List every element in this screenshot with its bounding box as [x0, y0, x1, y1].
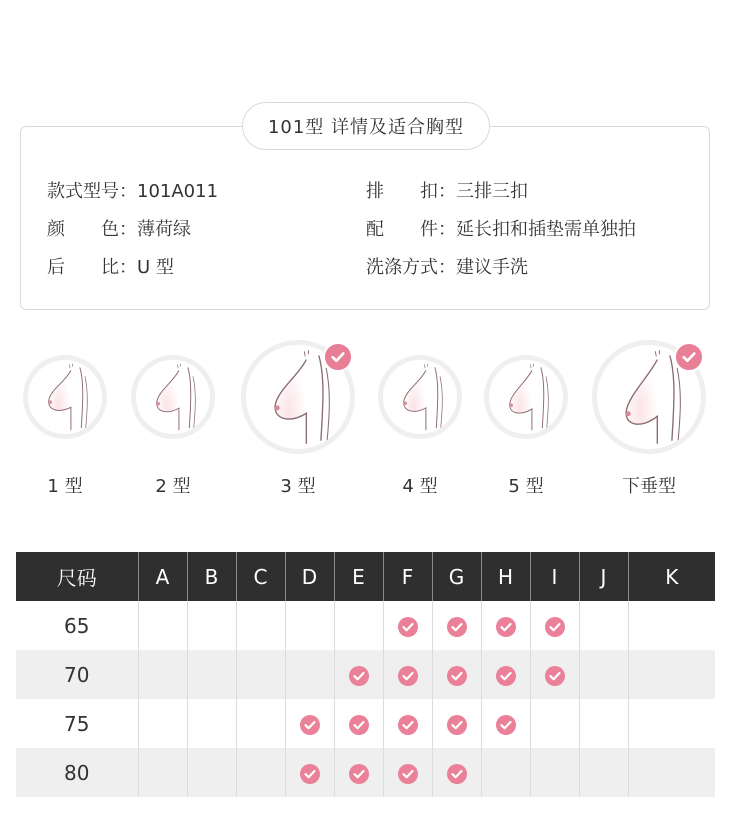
- info-value: 三排三扣: [456, 181, 528, 202]
- info-value: 延长扣和插垫需单独拍: [456, 219, 636, 240]
- table-row: [16, 699, 715, 748]
- size-cell: [579, 699, 628, 748]
- band-size: 75: [16, 699, 138, 748]
- size-cell: [187, 699, 236, 748]
- size-cell: [432, 748, 481, 797]
- cup-header-i: I: [530, 552, 579, 601]
- info-value: 101A011: [137, 181, 219, 202]
- size-cell: [579, 748, 628, 797]
- info-label: 后 比：: [47, 257, 137, 278]
- info-label: 排 扣：: [366, 181, 456, 202]
- check-icon: [300, 764, 320, 784]
- size-table-header: [16, 552, 715, 601]
- table-row: [16, 601, 715, 650]
- size-cell: [236, 748, 285, 797]
- breast-shape-illustration: [23, 355, 107, 439]
- check-icon: [398, 764, 418, 784]
- size-header-corner: 尺码: [16, 552, 138, 601]
- cup-header-c: C: [236, 552, 285, 601]
- check-icon: [323, 342, 353, 372]
- check-icon: [496, 666, 516, 686]
- info-row-washing: [366, 253, 528, 279]
- size-cell: [530, 601, 579, 650]
- size-cell: [138, 650, 187, 699]
- info-value: 建议手洗: [456, 257, 528, 278]
- info-row-color: [47, 215, 191, 241]
- size-cell: [285, 650, 334, 699]
- size-cell: [530, 650, 579, 699]
- breast-shape-label: 1 型: [47, 476, 83, 497]
- table-row: [16, 748, 715, 797]
- size-cell: [481, 748, 530, 797]
- size-cell: [383, 601, 432, 650]
- info-row-model: [47, 177, 218, 203]
- cup-header-a: A: [138, 552, 187, 601]
- check-icon: [398, 617, 418, 637]
- info-label: 颜 色：: [47, 219, 137, 240]
- size-cell: [334, 601, 383, 650]
- size-cell: [628, 650, 715, 699]
- cup-header-d: D: [285, 552, 334, 601]
- size-cell: [628, 699, 715, 748]
- cup-header-h: H: [481, 552, 530, 601]
- breast-shape-label: 5 型: [508, 476, 544, 497]
- size-cell: [334, 650, 383, 699]
- size-cell: [236, 699, 285, 748]
- check-icon: [447, 666, 467, 686]
- band-size: 80: [16, 748, 138, 797]
- breast-shape-label: 4 型: [402, 476, 438, 497]
- cup-header-j: J: [579, 552, 628, 601]
- cup-header-g: G: [432, 552, 481, 601]
- check-icon: [447, 764, 467, 784]
- info-value: U 型: [137, 257, 174, 278]
- breast-shape-label: 下垂型: [622, 476, 676, 497]
- size-cell: [187, 748, 236, 797]
- size-cell: [530, 699, 579, 748]
- check-icon: [447, 617, 467, 637]
- size-cell: [481, 601, 530, 650]
- size-cell: [285, 601, 334, 650]
- band-size: 65: [16, 601, 138, 650]
- cup-header-e: E: [334, 552, 383, 601]
- size-cell: [334, 699, 383, 748]
- breast-shape-label: 2 型: [155, 476, 191, 497]
- info-value: 薄荷绿: [137, 219, 191, 240]
- info-row-hooks: [366, 177, 528, 203]
- info-label: 款式型号：: [47, 181, 137, 202]
- size-cell: [334, 748, 383, 797]
- size-cell: [187, 650, 236, 699]
- check-icon: [398, 666, 418, 686]
- cup-header-f: F: [383, 552, 432, 601]
- info-title: 101型 详情及适合胸型: [242, 102, 490, 150]
- size-table: [16, 552, 715, 797]
- size-cell: [138, 601, 187, 650]
- size-cell: [579, 650, 628, 699]
- band-size: 70: [16, 650, 138, 699]
- size-cell: [432, 699, 481, 748]
- breast-shape-illustration: [378, 355, 462, 439]
- info-label: 配 件：: [366, 219, 456, 240]
- info-row-back: [47, 253, 174, 279]
- check-icon: [349, 764, 369, 784]
- table-row: [16, 650, 715, 699]
- size-cell: [530, 748, 579, 797]
- breast-shape-label: 3 型: [280, 476, 316, 497]
- cup-header-b: B: [187, 552, 236, 601]
- size-cell: [138, 748, 187, 797]
- size-cell: [579, 601, 628, 650]
- info-row-accessories: [366, 215, 636, 241]
- size-cell: [432, 601, 481, 650]
- check-icon: [349, 666, 369, 686]
- info-label: 洗涤方式：: [366, 257, 456, 278]
- check-icon: [545, 617, 565, 637]
- size-cell: [383, 748, 432, 797]
- size-cell: [628, 748, 715, 797]
- size-cell: [383, 650, 432, 699]
- check-icon: [398, 715, 418, 735]
- size-cell: [236, 601, 285, 650]
- check-icon: [447, 715, 467, 735]
- size-cell: [187, 601, 236, 650]
- size-cell: [138, 699, 187, 748]
- size-cell: [236, 650, 285, 699]
- check-icon: [496, 617, 516, 637]
- size-cell: [481, 699, 530, 748]
- check-icon: [496, 715, 516, 735]
- size-cell: [432, 650, 481, 699]
- size-cell: [481, 650, 530, 699]
- size-cell: [285, 748, 334, 797]
- check-icon: [349, 715, 369, 735]
- check-icon: [300, 715, 320, 735]
- size-cell: [628, 601, 715, 650]
- size-cell: [285, 699, 334, 748]
- check-icon: [545, 666, 565, 686]
- check-icon: [674, 342, 704, 372]
- cup-header-k: K: [628, 552, 715, 601]
- size-cell: [383, 699, 432, 748]
- breast-shape-illustration: [131, 355, 215, 439]
- breast-shape-illustration: [484, 355, 568, 439]
